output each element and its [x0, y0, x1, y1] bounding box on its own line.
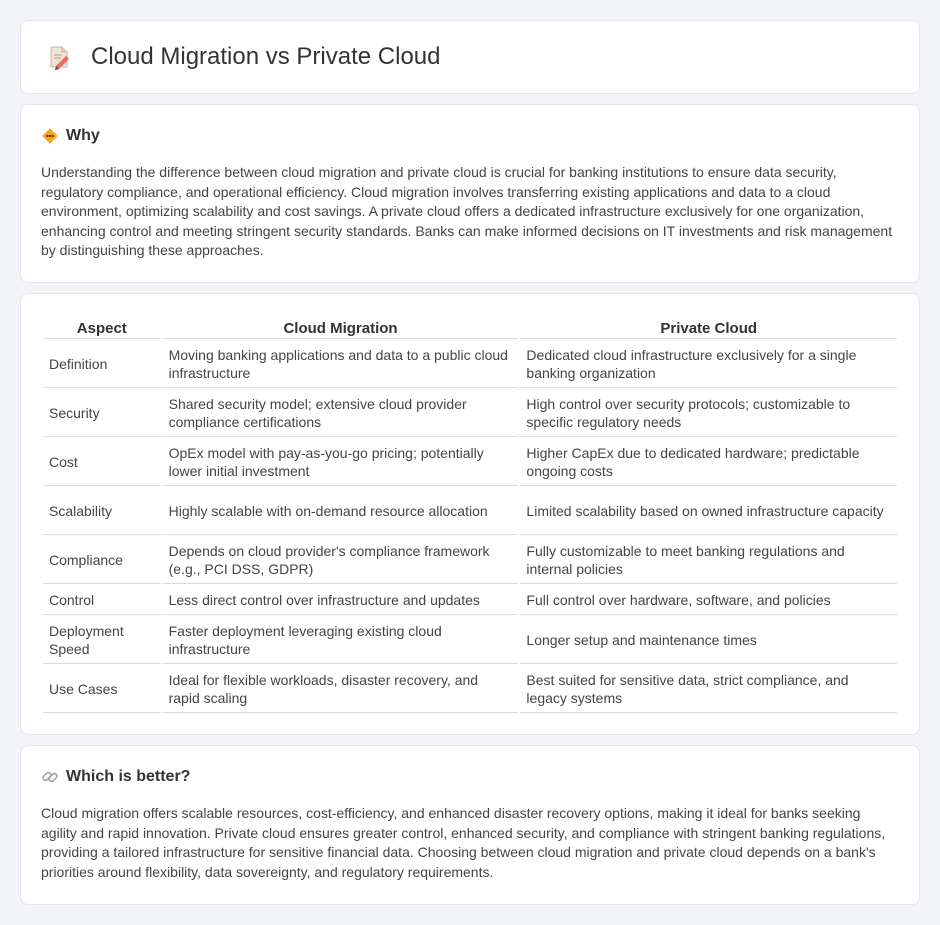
column-header-aspect: Aspect	[43, 318, 161, 339]
cloud-migration-cell: Shared security model; extensive cloud provider compliance certifications	[163, 390, 519, 437]
private-cloud-cell: Dedicated cloud infrastructure exclusively for a single banking organization	[520, 341, 897, 388]
diamond-warning-icon	[41, 127, 59, 145]
cloud-migration-cell: Faster deployment leveraging existing cloud infrastructure	[163, 617, 519, 664]
aspect-cell: Compliance	[43, 537, 161, 584]
which-is-better-section	[20, 745, 920, 905]
aspect-cell: Scalability	[43, 488, 161, 535]
table-row	[43, 341, 897, 388]
table-header-row	[43, 318, 897, 339]
why-text: Understanding the difference between cloud migration and private cloud is crucial for banking institutions to ensure data security, regulatory compliance, and operational efficiency. Cloud migration involves transferring existing applications and data to a cloud environment, optimizing scalability and cost savings. A private cloud offers a dedicated infrastructure exclusively for one organization, enhancing control and meeting stringent security standards. Banks can make informed decisions on IT investments and risk management by distinguishing these approaches.	[41, 164, 893, 259]
private-cloud-cell: Best suited for sensitive data, strict compliance, and legacy systems	[520, 666, 897, 713]
private-cloud-cell: Longer setup and maintenance times	[520, 617, 897, 664]
aspect-cell: Use Cases	[43, 666, 161, 713]
page-title: Cloud Migration vs Private Cloud	[91, 43, 441, 70]
comparison-table	[41, 316, 899, 715]
private-cloud-cell: Fully customizable to meet banking regulations and internal policies	[520, 537, 897, 584]
document-pencil-icon	[45, 43, 73, 71]
comparison-section	[20, 293, 920, 735]
better-text: Cloud migration offers scalable resources, cost-efficiency, and enhanced disaster recovery options, making it ideal for banks seeking agility and rapid innovation. Private cloud ensures greater control, enhanced security, and compliance with stringent banking regulations, providing a tailored infrastructure for sensitive financial data. Choosing between cloud migration and private cloud depends on a bank's priorities around flexibility, data sovereignty, and regulatory requirements.	[41, 805, 886, 880]
title-card	[20, 20, 920, 94]
aspect-cell: Control	[43, 586, 161, 615]
cloud-migration-cell: Ideal for flexible workloads, disaster recovery, and rapid scaling	[163, 666, 519, 713]
better-heading	[41, 768, 899, 786]
table-row	[43, 390, 897, 437]
table-row	[43, 537, 897, 584]
cloud-migration-cell: Moving banking applications and data to a public cloud infrastructure	[163, 341, 519, 388]
cloud-migration-cell: Less direct control over infrastructure and updates	[163, 586, 519, 615]
better-title: Which is better?	[66, 768, 191, 785]
table-row	[43, 586, 897, 615]
cloud-migration-cell: Depends on cloud provider's compliance framework (e.g., PCI DSS, GDPR)	[163, 537, 519, 584]
private-cloud-cell: High control over security protocols; customizable to specific regulatory needs	[520, 390, 897, 437]
aspect-cell: Definition	[43, 341, 161, 388]
private-cloud-cell: Limited scalability based on owned infrastructure capacity	[520, 488, 897, 535]
cloud-migration-cell: Highly scalable with on-demand resource allocation	[163, 488, 519, 535]
column-header-cloud-migration: Cloud Migration	[163, 318, 519, 339]
why-title: Why	[66, 127, 100, 144]
why-section	[20, 104, 920, 283]
aspect-cell: Deployment Speed	[43, 617, 161, 664]
aspect-cell: Cost	[43, 439, 161, 486]
table-row	[43, 439, 897, 486]
table-row	[43, 617, 897, 664]
why-heading	[41, 127, 899, 145]
private-cloud-cell: Full control over hardware, software, and policies	[520, 586, 897, 615]
link-icon	[41, 768, 59, 786]
column-header-private-cloud: Private Cloud	[520, 318, 897, 339]
private-cloud-cell: Higher CapEx due to dedicated hardware; predictable ongoing costs	[520, 439, 897, 486]
table-row	[43, 488, 897, 535]
cloud-migration-cell: OpEx model with pay-as-you-go pricing; potentially lower initial investment	[163, 439, 519, 486]
aspect-cell: Security	[43, 390, 161, 437]
table-row	[43, 666, 897, 713]
